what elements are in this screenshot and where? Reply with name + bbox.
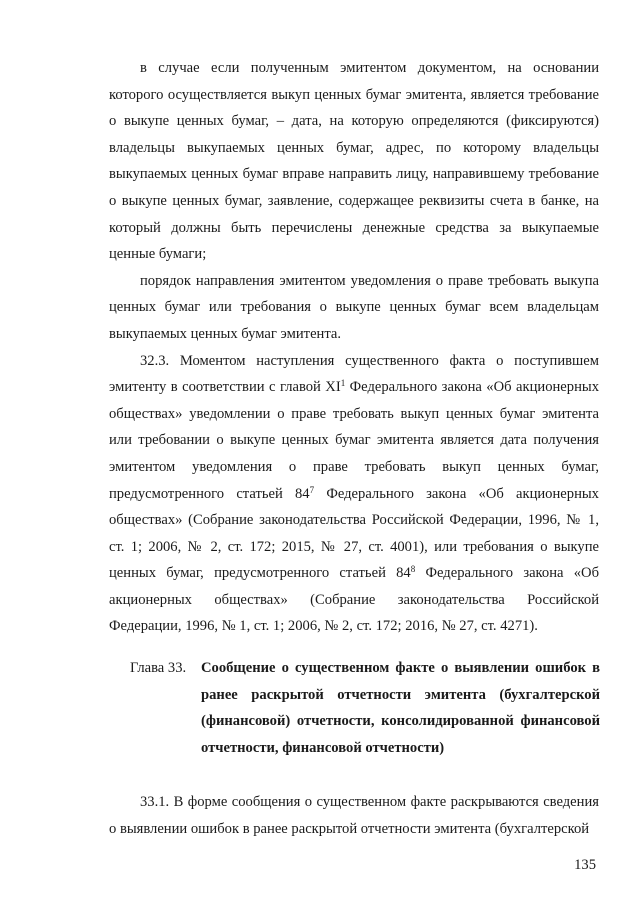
chapter-title: Сообщение о существенном факте о выявлении ошибок в ранее раскрытой отчетности эмитента (бухгалтерской (финансовой) отчетности, консолидированной финансовой отчетности, финансовой отчетности) bbox=[201, 660, 600, 756]
paragraph-32-3 bbox=[109, 348, 599, 641]
paragraph-33-1: 33.1. В форме сообщения о существенном факте раскрываются сведения о выявлении ошибок в ранее раскрытой отчетности эмитента (бухгалтерской bbox=[109, 794, 599, 837]
paragraph-32-3-part2: Федерального закона «Об акционерных обществах» уведомлении о праве требовать выкуп ценных бумаг эмитента или требовании о выкупе ценных бумаг эмитента является дата получения эмитентом уведомления о праве требовать выкуп ценных бумаг, предусмотренного статьей 84 bbox=[109, 379, 599, 502]
chapter-label: Глава 33. bbox=[130, 660, 187, 676]
superscript-1: 1 bbox=[340, 378, 346, 389]
paragraph-redemption-date: в случае если полученным эмитентом документом, на основании которого осуществляется выкуп ценных бумаг эмитента, является требование о выкупе ценных бумаг, – дата, на которую определяются (фиксируются) владельцы выкупаемых ценных бумаг, адрес, по которому владельцы выкупаемых ценных бумаг вправе направить лицу, направившему требование о выкупе ценных бумаг, заявление, содержащее реквизиты счета в банке, на который должны быть перечислены денежные средства за выкупаемые ценные бумаги; bbox=[109, 60, 599, 263]
page-number: 135 bbox=[574, 857, 596, 873]
paragraph-32-3-part4: Федерального закона «Об акционерных обществах» (Собрание законодательства Российской Федерации, 1996, № 1, ст. 1; 2006, № 2, ст. 172; 2016, № 27, ст. 4271). bbox=[109, 565, 600, 635]
paragraph-notification-procedure: порядок направления эмитентом уведомления о праве требовать выкупа ценных бумаг или требования о выкупе ценных бумаг всем владельцам выкупаемых ценных бумаг эмитента. bbox=[109, 272, 599, 342]
superscript-8: 8 bbox=[410, 564, 416, 575]
chapter-heading bbox=[130, 655, 600, 761]
paragraph-32-3-part3: Федерального закона «Об акционерных обществах» (Собрание законодательства Российской Федерации, 1996, № 1, ст. 1; 2006, № 2, ст. 172; 2015, № 27, ст. 4001), или требования о выкупе ценных бумаг, предусмотренного статьей 84 bbox=[109, 485, 599, 582]
text-block-33-1 bbox=[109, 789, 599, 842]
text-block-top bbox=[109, 55, 599, 640]
superscript-7: 7 bbox=[309, 484, 315, 495]
paragraph-32-3-part1: 32.3. Моментом наступления существенного факта о поступившем эмитенту в соответствии с главой XI bbox=[109, 352, 599, 396]
